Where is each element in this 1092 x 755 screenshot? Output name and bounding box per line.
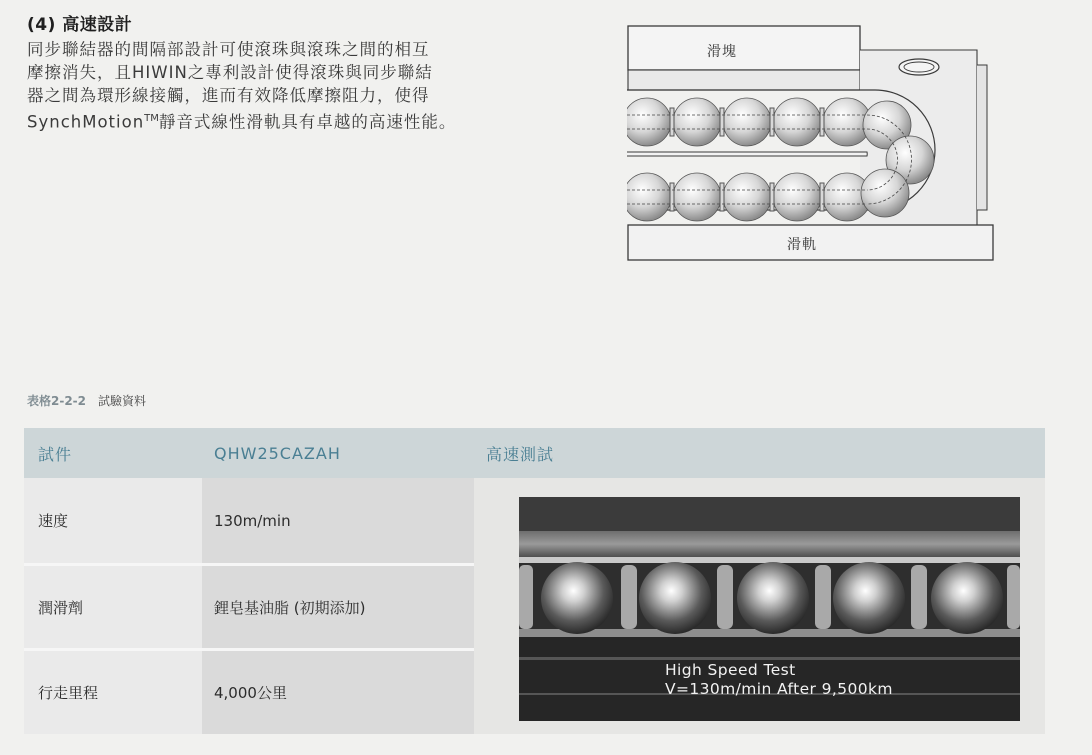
photo-caption-line1: High Speed Test [665, 661, 796, 679]
row-value-distance: 4,000公里 [214, 684, 287, 702]
table-number: 表格2-2-2 [27, 394, 87, 408]
section-heading: (4) 高速設計 [27, 15, 133, 35]
ball-path-divider [627, 152, 867, 156]
photo-caption [665, 661, 893, 699]
slider-block-body [628, 70, 860, 90]
high-speed-test-photo [519, 497, 1020, 721]
row-value-lubricant: 鋰皂基油脂 (初期添加) [214, 598, 366, 617]
table-caption [27, 392, 146, 409]
slider-rail-diagram [627, 25, 995, 262]
grease-nipple [899, 59, 939, 75]
row-label-speed: 速度 [38, 512, 69, 530]
test-data-table [24, 428, 1045, 734]
body-paragraph [27, 38, 567, 134]
row-label-distance: 行走里程 [38, 684, 99, 702]
table-title: 試驗資料 [98, 394, 147, 408]
slider-block-top [628, 26, 860, 70]
brand-name: SynchMotion [27, 112, 145, 132]
paragraph-line: 摩擦消失，且HIWIN之專利設計使得滾珠與同步聯結 [27, 63, 433, 82]
paragraph-line-suffix: 靜音式線性滑軌具有卓越的高速性能。 [158, 112, 457, 132]
paragraph-line: 器之間為環形線接觸，進而有效降低摩擦阻力，使得 [27, 86, 430, 105]
diagram-drawing [627, 25, 995, 262]
header-specimen: 試件 [38, 444, 73, 464]
block-label: 滑塊 [707, 44, 737, 60]
photo-caption-line2: V=130m/min After 9,500km [665, 680, 893, 698]
header-test: 高速測試 [486, 444, 555, 464]
row-label-lubricant: 潤滑劑 [38, 598, 84, 617]
paragraph-line: 同步聯結器的間隔部設計可使滾珠與滾珠之間的相互 [27, 40, 430, 59]
end-seal [977, 65, 987, 210]
photo-cell [474, 478, 1045, 734]
rail-label: 滑軌 [787, 237, 817, 253]
header-model: QHW25CAZAH [214, 443, 341, 463]
trademark-mark: TM [144, 113, 159, 124]
row-value-speed: 130m/min [214, 511, 291, 530]
paragraph-line [27, 107, 567, 134]
